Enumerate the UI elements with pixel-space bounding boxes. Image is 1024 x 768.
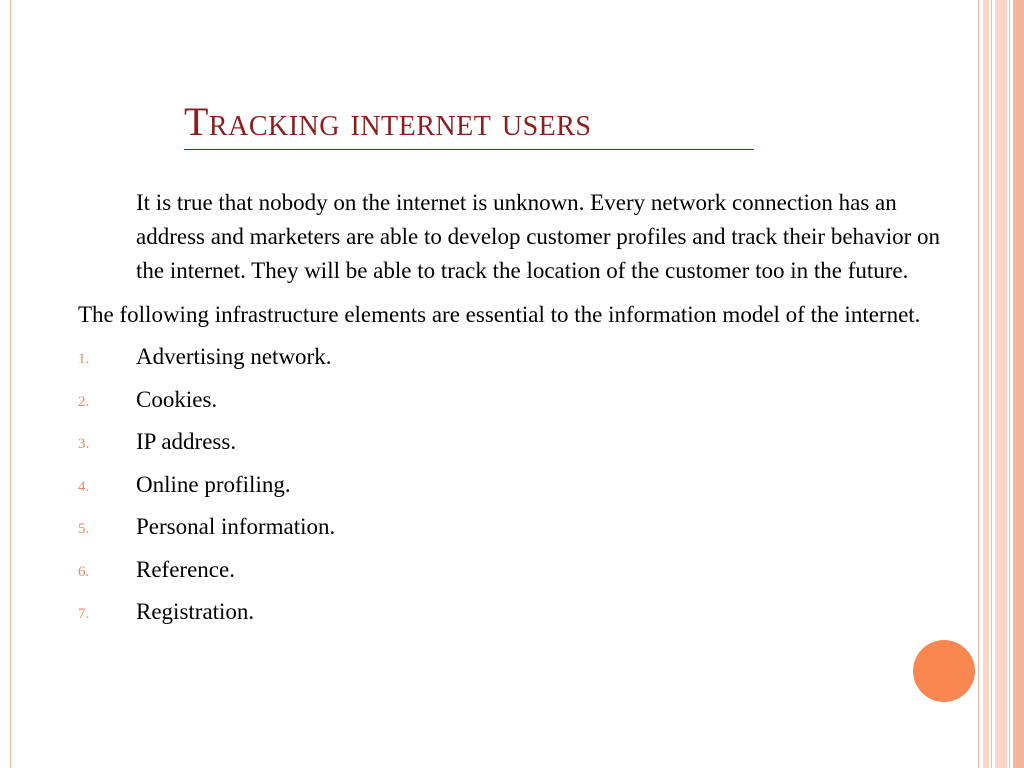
list-item [78, 468, 958, 502]
list-item [78, 340, 958, 374]
right-stripe-3 [991, 0, 992, 768]
list-item-text: Cookies. [136, 386, 218, 412]
list-item [78, 425, 958, 459]
list-number: 7. [78, 606, 90, 622]
slide-content [78, 186, 958, 638]
list-number: 3. [78, 436, 90, 452]
decorative-circle-icon [913, 640, 975, 702]
title-underline [184, 149, 754, 150]
list-item-text: Reference. [136, 556, 235, 582]
list-item [78, 553, 958, 587]
intro-paragraph: It is true that nobody on the internet is unknown. Every network connection has an address and marketers are able to develop customer profiles and track their behavior on the internet. They will be able to track the location of the customer too in the future. [136, 190, 941, 283]
slide-title: Tracking internet users [184, 99, 592, 144]
list-number: 2. [78, 393, 90, 410]
right-stripe-4 [995, 0, 1007, 768]
list-item-text: Personal information. [136, 514, 336, 539]
list-number: 5. [78, 521, 90, 537]
right-stripe-2 [983, 0, 989, 768]
list-number: 4. [78, 478, 90, 495]
list-item-text: Advertising network. [136, 344, 332, 369]
list-number: 1. [78, 351, 90, 367]
right-stripe-5 [1009, 0, 1010, 768]
right-stripe-1 [978, 0, 979, 768]
lead-paragraph: The following infrastructure elements are essential to the information model of the internet. [78, 302, 921, 327]
frame-left-line [10, 0, 11, 768]
list-item [78, 510, 958, 544]
list-number: 6. [78, 563, 90, 580]
list-item [78, 595, 958, 629]
list-item-text: IP address. [136, 429, 237, 454]
right-stripe-6 [1013, 0, 1024, 768]
list-item-text: Online profiling. [136, 471, 291, 497]
list-item [78, 383, 958, 417]
infrastructure-list [78, 340, 958, 629]
list-item-text: Registration. [136, 599, 255, 624]
